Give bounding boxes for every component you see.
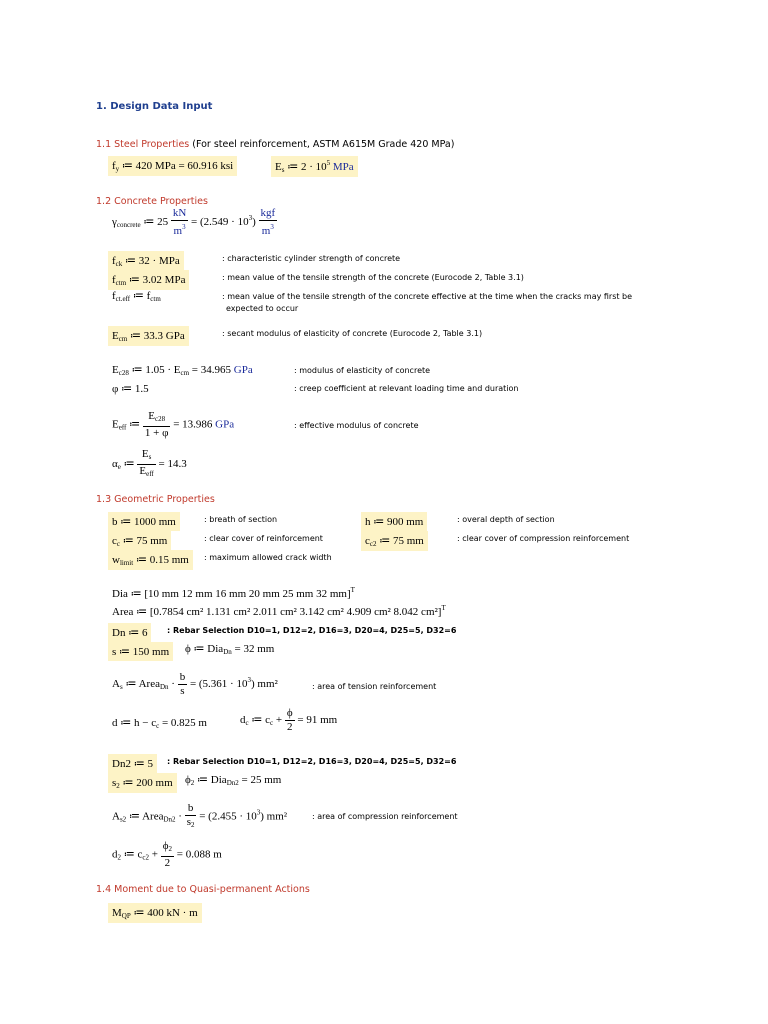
gamma-value: ≔ 25 bbox=[140, 216, 171, 229]
cc2-value: 75 mm bbox=[393, 535, 424, 547]
ec28-note: : modulus of elasticity of concrete bbox=[294, 366, 431, 375]
gamma-den2-exp: 3 bbox=[270, 223, 274, 231]
dn2-note: : Rebar Selection D10=1, D12=2, D16=3, D20=4, D25=5, D32=6 bbox=[167, 757, 457, 766]
cc-field[interactable]: $c_c$ ≔ 75 mm bbox=[108, 531, 171, 551]
as-fraction bbox=[178, 671, 188, 698]
phi2-expr: ≔ Dia bbox=[194, 774, 227, 786]
dc-num: ϕ bbox=[286, 707, 293, 719]
ec28-unit: GPa bbox=[233, 364, 253, 376]
gamma-den-text: m bbox=[173, 225, 183, 237]
section-note: (For steel reinforcement, ASTM A615M Grade 420 MPa) bbox=[192, 139, 455, 150]
b-field[interactable]: b ≔ 1000 mm bbox=[108, 512, 180, 531]
fy-value: 420 MPa = 60.916 ksi bbox=[135, 160, 234, 172]
as-note: : area of tension reinforcement bbox=[312, 682, 437, 691]
page-title: 1. Design Data Input bbox=[96, 101, 213, 112]
alpha-fraction bbox=[137, 448, 155, 481]
alpha-num: $E_s$ bbox=[137, 448, 155, 465]
as2-unit: ) mm² bbox=[260, 810, 288, 823]
as-exp: 3 bbox=[247, 676, 251, 685]
wlimit-field[interactable]: $w_{limit}$ ≔ 0.15 mm bbox=[108, 550, 193, 570]
fck-note: : characteristic cylinder strength of concrete bbox=[222, 254, 401, 263]
s2-field[interactable]: $s_2$ ≔ 200 mm bbox=[108, 773, 177, 793]
cc-value: 75 mm bbox=[136, 535, 168, 547]
as2-def: $A_{s2}$ ≔ Area$_{Dn2}$ · $\frac{b}{s_2}$ = $(2.455 \cdot 10^3)$ mm² bbox=[112, 802, 287, 832]
wlimit-note: : maximum allowed crack width bbox=[204, 553, 332, 562]
d2-den: 2 bbox=[164, 857, 171, 869]
eeff-fraction bbox=[143, 410, 171, 440]
eeff-note: : effective modulus of concrete bbox=[294, 421, 419, 430]
gamma-unit-num: kN bbox=[172, 207, 187, 219]
gamma-unit2-fraction bbox=[259, 207, 278, 238]
dc-fraction bbox=[285, 707, 295, 734]
as2-note: : area of compression reinforcement bbox=[312, 812, 458, 821]
as2-num: b bbox=[185, 802, 197, 816]
fcteff-note-1: : mean value of the tensile strength of the concrete effective at the time when the cracks may first be bbox=[222, 292, 633, 301]
ec28-def: $E_{c28}$ ≔ $1.05 \cdot E_{cm} = 34.965$ GPa bbox=[112, 364, 253, 377]
eeff-num: $E_{c28}$ bbox=[143, 410, 171, 427]
phi-dia-result: = 32 mm bbox=[231, 643, 275, 655]
wlimit-value: 0.15 mm bbox=[149, 554, 189, 566]
mqp-field[interactable]: $M_{QP}$ ≔ 400 kN · m bbox=[108, 903, 202, 923]
eeff-result: = 13.986 bbox=[170, 418, 216, 431]
gamma-concrete: $\gamma_{concrete}$ ≔ 25 $\frac{kN}{m^3}$ = $(2.549 \cdot 10^3)$ $\frac{\text{kgf}}{m^3}$ bbox=[112, 207, 276, 237]
dn2-field[interactable]: Dn2 ≔ 5 bbox=[108, 754, 157, 773]
es-unit: MPa bbox=[330, 161, 354, 173]
ec28-expr: ≔ 1.05 · E bbox=[128, 364, 181, 376]
fck-value: 32 · MPa bbox=[138, 255, 180, 267]
ecm-note: : secant modulus of elasticity of concrete (Eurocode 2, Table 3.1) bbox=[222, 329, 483, 338]
section-moment-heading: 1.4 Moment due to Quasi-permanent Actions bbox=[96, 884, 310, 895]
d2-num: $\phi_2$ bbox=[161, 840, 174, 857]
section-concrete-heading: 1.2 Concrete Properties bbox=[96, 196, 208, 207]
h-note: : overal depth of section bbox=[457, 515, 555, 524]
as2-fraction bbox=[185, 802, 197, 832]
as-den: s bbox=[180, 685, 185, 697]
as-unit: ) mm² bbox=[250, 678, 278, 691]
as2-exp: 3 bbox=[256, 808, 261, 817]
s2-value: ≔ 200 mm bbox=[119, 777, 173, 789]
es-exponent: 5 bbox=[326, 159, 331, 167]
ec28-result: = 34.965 bbox=[189, 364, 234, 376]
as-def: $A_s$ ≔ Area$_{Dn}$ · $\frac{b}{s}$ = $(5.361 \cdot 10^3)$ mm² bbox=[112, 671, 278, 697]
d2-def: $d_2$ ≔ $c_{c2}$ + $\frac{\phi_2}{2}$ = 0.088 m bbox=[112, 840, 222, 869]
gamma-unit2-den bbox=[259, 221, 278, 238]
b-note: : breath of section bbox=[204, 515, 278, 524]
dc-result: = 91 mm bbox=[294, 714, 338, 727]
dc-den: 2 bbox=[286, 721, 293, 733]
gamma-subscript: concrete bbox=[116, 221, 141, 230]
fctm-value: 3.02 MPa bbox=[142, 274, 186, 286]
h-field[interactable]: h ≔ 900 mm bbox=[361, 512, 427, 531]
gamma-result: = (2.549 · 10 bbox=[188, 216, 249, 229]
alpha-den: $E_{eff}$ bbox=[139, 465, 154, 478]
section-number: 1.1 Steel Properties bbox=[96, 139, 190, 150]
h-value: 900 mm bbox=[387, 516, 424, 528]
gamma-unit-fraction bbox=[171, 207, 188, 238]
alpha-result: = 14.3 bbox=[155, 458, 187, 471]
es-value: 2 · 10 bbox=[300, 161, 327, 173]
phi-dia-expr: ϕ ≔ Dia bbox=[185, 643, 224, 655]
cc2-field[interactable]: $c_{c2}$ ≔ 75 mm bbox=[361, 531, 428, 551]
s-field[interactable]: s ≔ 150 mm bbox=[108, 642, 173, 661]
ecm-value: 33.3 GPa bbox=[143, 330, 185, 342]
dia-vector: Dia ≔ [10 mm 12 mm 16 mm 20 mm 25 mm 32 mm]$^T$ bbox=[112, 586, 355, 600]
dc-def: $d_c$ ≔ $c_c$ + $\frac{\phi}{2}$ = 91 mm bbox=[240, 707, 338, 733]
d2-fraction bbox=[161, 840, 174, 870]
eeff-def: $E_{eff}$ ≔ $\frac{E_{c28}}{1 + \varphi}$ = 13.986 GPa bbox=[112, 410, 235, 439]
phi-dia-def: ϕ ≔ Dia$_{Dn}$ = 32 mm bbox=[185, 643, 275, 656]
d-def: d ≔ $h - c_c = 0.825$ m bbox=[112, 717, 207, 730]
gamma-unit-den bbox=[171, 221, 188, 238]
eeff-den: 1 + φ bbox=[144, 427, 169, 439]
dn-note: : Rebar Selection D10=1, D12=2, D16=3, D20=4, D25=5, D32=6 bbox=[167, 626, 457, 635]
es-field[interactable]: $E_s$ ≔ $2 \cdot 10^5$ MPa bbox=[271, 156, 358, 177]
area-values: [0.7854 cm² 1.131 cm² 2.011 cm² 3.142 cm² 4.909 cm² 8.042 cm²] bbox=[149, 606, 442, 618]
fcteff-note-2: expected to occur bbox=[226, 304, 299, 313]
phi2-result: = 25 mm bbox=[238, 774, 282, 786]
cc-note: : clear cover of reinforcement bbox=[204, 534, 323, 543]
eeff-unit: GPa bbox=[215, 418, 235, 431]
b-value: 1000 mm bbox=[134, 516, 176, 528]
fy-field[interactable]: $f_y$ ≔ 420 MPa = 60.916 ksi bbox=[108, 156, 237, 176]
area-vector: Area ≔ [0.7854 cm² 1.131 cm² 2.011 cm² 3.142 cm² 4.909 cm² 8.042 cm²]$^T$ bbox=[112, 604, 446, 618]
alpha-def: $\alpha_e$ ≔ $\frac{E_s}{E_{eff}}$ = 14.3 bbox=[112, 448, 187, 481]
dia-values: [10 mm 12 mm 16 mm 20 mm 25 mm 32 mm] bbox=[144, 588, 351, 600]
gamma-result-exp: 3 bbox=[248, 214, 253, 223]
d2-result: = 0.088 m bbox=[174, 848, 222, 861]
phi-note: : creep coefficient at relevant loading time and duration bbox=[294, 384, 519, 393]
d-expr: ≔ h − c bbox=[117, 717, 157, 729]
section-geometry-heading: 1.3 Geometric Properties bbox=[96, 494, 215, 505]
fctm-field[interactable]: $f_{ctm}$ ≔ 3.02 MPa bbox=[108, 270, 189, 290]
fcteff-def: $f_{ct.eff}$ ≔ $f_{ctm}$ bbox=[112, 290, 161, 303]
phi2-def: $\phi_2$ ≔ Dia$_{Dn2}$ = 25 mm bbox=[185, 774, 282, 787]
section-steel-heading bbox=[96, 139, 454, 150]
mqp-value: ≔ 400 kN · m bbox=[130, 907, 198, 919]
d-result: = 0.825 m bbox=[159, 717, 207, 729]
as-num: b bbox=[179, 671, 186, 683]
fctm-note: : mean value of the tensile strength of the concrete (Eurocode 2, Table 3.1) bbox=[222, 273, 524, 282]
gamma-den-exp: 3 bbox=[182, 223, 186, 231]
dn-field[interactable]: Dn ≔ 6 bbox=[108, 623, 151, 642]
as2-den: $s_2$ bbox=[186, 816, 195, 829]
gamma-den2-text: m bbox=[261, 225, 271, 237]
fck-field[interactable]: $f_{ck}$ ≔ 32 · MPa bbox=[108, 251, 184, 271]
phi-def: φ ≔ 1.5 bbox=[112, 383, 149, 395]
as2-result: = (2.455 · 10 bbox=[196, 810, 257, 823]
gamma-unit2-num: kgf bbox=[260, 207, 276, 219]
as-result: = (5.361 · 10 bbox=[187, 678, 248, 691]
ecm-field[interactable]: $E_{cm}$ ≔ 33.3 GPa bbox=[108, 326, 189, 346]
gamma-result-close: ) bbox=[252, 216, 259, 229]
cc2-note: : clear cover of compression reinforcement bbox=[457, 534, 630, 543]
